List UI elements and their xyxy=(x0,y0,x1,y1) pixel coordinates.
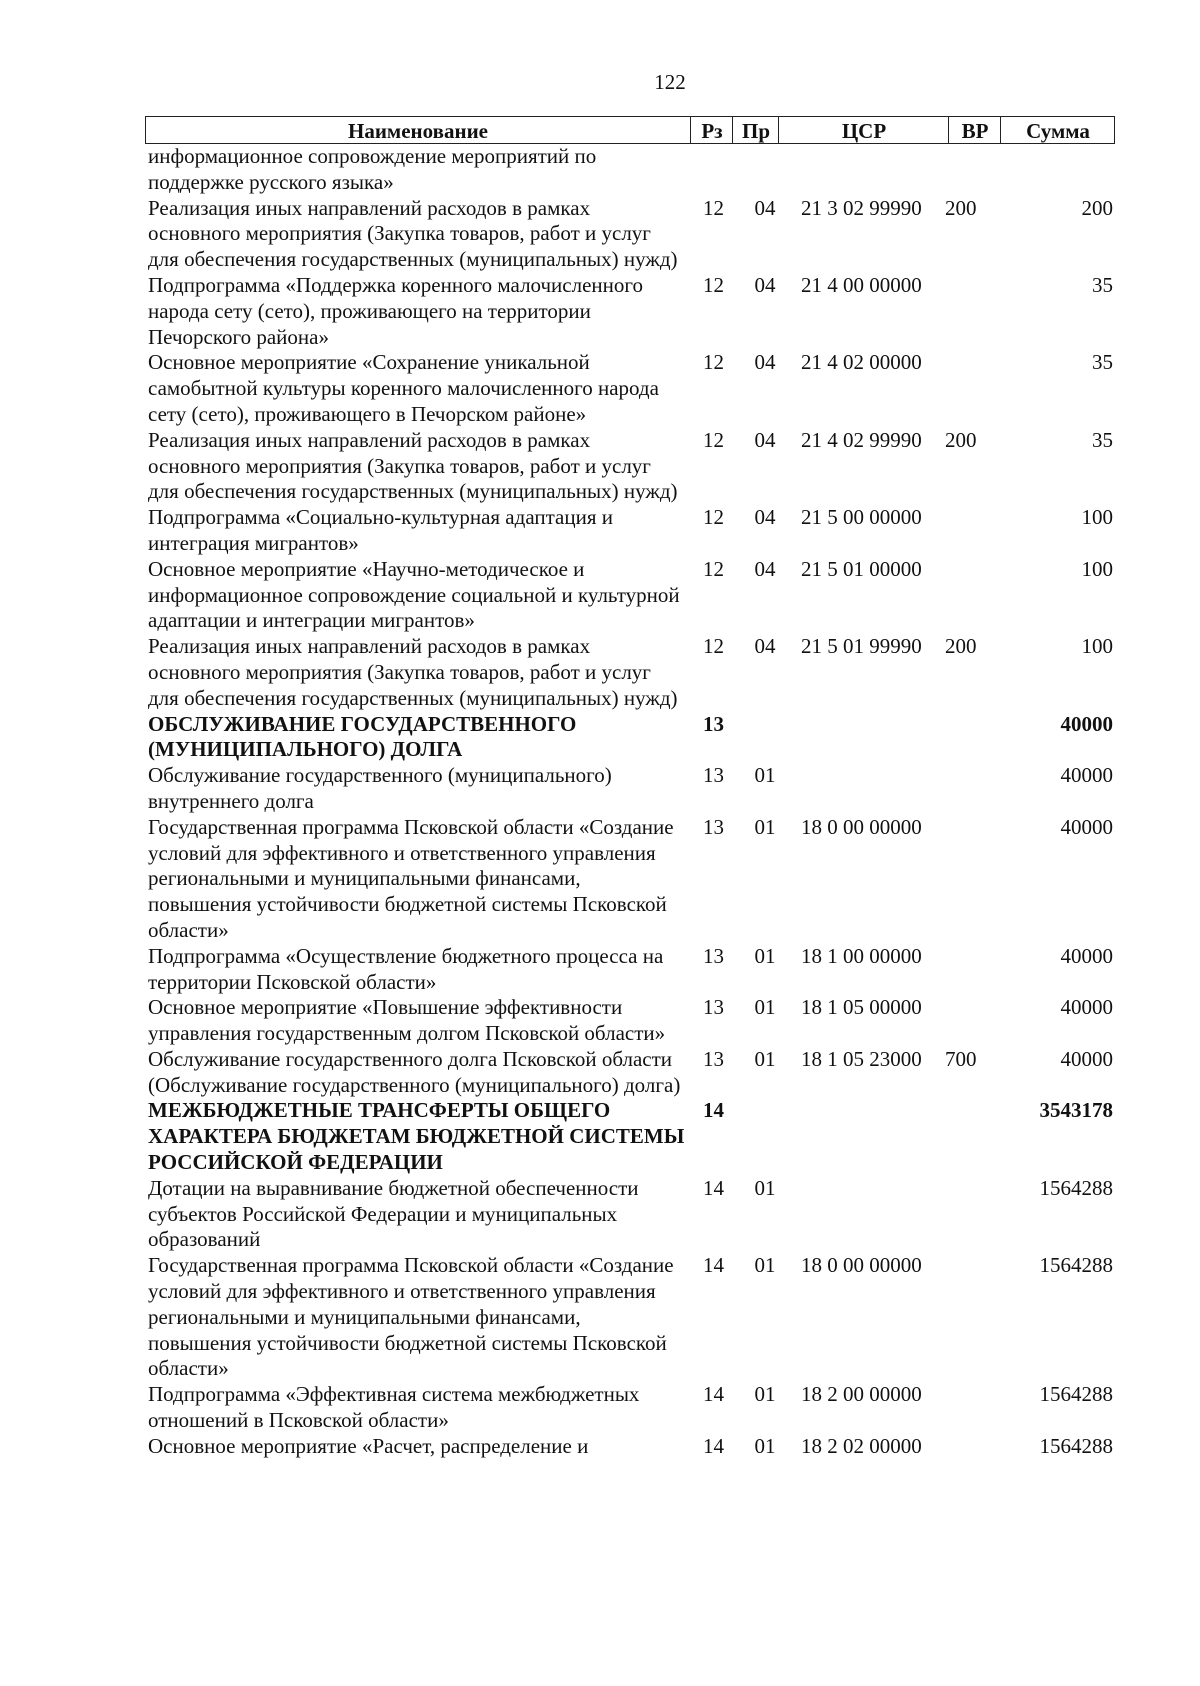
table-row xyxy=(145,196,1115,273)
cell-sum: 1564288 xyxy=(1039,1253,1113,1278)
cell-pr: 04 xyxy=(754,350,776,375)
table-row xyxy=(145,1176,1115,1253)
cell-csr: 21 5 01 99990 xyxy=(801,634,922,659)
cell-csr: 21 3 02 99990 xyxy=(801,195,922,220)
table-row xyxy=(145,505,1115,557)
cell-name: МЕЖБЮДЖЕТНЫЕ ТРАНСФЕРТЫ ОБЩЕГО ХАРАКТЕРА БЮДЖЕТАМ БЮДЖЕТНОЙ СИСТЕМЫ РОССИЙСКОЙ ФЕДЕРАЦИИ xyxy=(148,1098,685,1175)
cell-pr: 01 xyxy=(754,995,776,1020)
cell-sum: 40000 xyxy=(1060,711,1113,736)
table-row xyxy=(145,1047,1115,1099)
cell-pr: 01 xyxy=(754,1046,776,1071)
cell-csr: 18 0 00 00000 xyxy=(801,1253,922,1278)
cell-csr: 18 2 02 00000 xyxy=(801,1433,922,1458)
cell-csr: 18 0 00 00000 xyxy=(801,814,922,839)
cell-rz: 13 xyxy=(703,1046,724,1071)
cell-pr: 01 xyxy=(754,1175,776,1200)
cell-sum: 40000 xyxy=(1060,814,1113,839)
cell-pr: 01 xyxy=(754,1253,776,1278)
cell-rz: 14 xyxy=(703,1382,724,1407)
table-row xyxy=(145,995,1115,1047)
cell-csr: 21 5 01 00000 xyxy=(801,556,922,581)
table-row xyxy=(145,944,1115,996)
table-row xyxy=(145,144,1115,196)
cell-rz: 12 xyxy=(703,272,724,297)
cell-name: Основное мероприятие «Научно-методическое и информационное сопровождение социальной и культурной адаптации и интеграции мигрантов» xyxy=(148,556,680,633)
cell-rz: 13 xyxy=(703,763,724,788)
cell-pr: 01 xyxy=(754,1433,776,1458)
cell-csr: 18 1 05 00000 xyxy=(801,995,922,1020)
table-row xyxy=(145,763,1115,815)
cell-name: Реализация иных направлений расходов в рамках основного мероприятия (Закупка товаров, работ и услуг для обеспечения государственных (муниципальных) нужд) xyxy=(148,195,678,272)
cell-rz: 13 xyxy=(703,814,724,839)
table-row-section xyxy=(145,712,1115,764)
cell-name: ОБСЛУЖИВАНИЕ ГОСУДАРСТВЕННОГО (МУНИЦИПАЛЬНОГО) ДОЛГА xyxy=(148,711,577,762)
cell-pr: 01 xyxy=(754,1382,776,1407)
cell-csr: 21 4 02 99990 xyxy=(801,427,922,452)
cell-csr: 21 5 00 00000 xyxy=(801,505,922,530)
cell-sum: 40000 xyxy=(1060,995,1113,1020)
cell-name: Государственная программа Псковской области «Создание условий для эффективного и ответственного управления региональными и муниципальными финансами, повышения устойчивости бюджетной системы Псковской области» xyxy=(148,814,674,942)
cell-rz: 12 xyxy=(703,350,724,375)
cell-csr: 18 1 00 00000 xyxy=(801,943,922,968)
table-row xyxy=(145,634,1115,711)
cell-sum: 100 xyxy=(1081,556,1113,581)
cell-vr: 200 xyxy=(945,195,977,220)
cell-name: Основное мероприятие «Сохранение уникальной самобытной культуры коренного малочисленного народа сету (сето), проживающего в Печорском районе» xyxy=(148,350,659,426)
table-row xyxy=(145,557,1115,634)
cell-pr: 04 xyxy=(754,556,776,581)
cell-vr: 200 xyxy=(945,427,977,452)
cell-rz: 12 xyxy=(703,634,724,659)
cell-rz: 13 xyxy=(703,995,724,1020)
table-row xyxy=(145,1253,1115,1382)
cell-rz: 14 xyxy=(703,1098,724,1123)
cell-sum: 100 xyxy=(1081,505,1113,530)
cell-name: Реализация иных направлений расходов в рамках основного мероприятия (Закупка товаров, работ и услуг для обеспечения государственных (муниципальных) нужд) xyxy=(148,427,678,504)
cell-rz: 12 xyxy=(703,556,724,581)
cell-pr: 04 xyxy=(754,272,776,297)
cell-rz: 13 xyxy=(703,943,724,968)
header-name: Наименование xyxy=(348,119,488,143)
cell-rz: 14 xyxy=(703,1175,724,1200)
cell-sum: 40000 xyxy=(1060,943,1113,968)
cell-name: Подпрограмма «Эффективная система межбюджетных отношений в Псковской области» xyxy=(148,1382,640,1433)
table-row xyxy=(145,350,1115,427)
budget-table xyxy=(145,116,1115,1460)
table-row-section xyxy=(145,1098,1115,1175)
cell-csr: 21 4 02 00000 xyxy=(801,350,922,375)
table-row xyxy=(145,1382,1115,1434)
cell-sum: 40000 xyxy=(1060,763,1113,788)
cell-rz: 12 xyxy=(703,195,724,220)
cell-pr: 04 xyxy=(754,505,776,530)
table-header xyxy=(145,116,1115,144)
cell-sum: 35 xyxy=(1092,427,1113,452)
cell-pr: 04 xyxy=(754,634,776,659)
cell-pr: 01 xyxy=(754,814,776,839)
table-row xyxy=(145,1434,1115,1460)
table-row xyxy=(145,815,1115,944)
cell-vr: 200 xyxy=(945,634,977,659)
table-row xyxy=(145,273,1115,350)
cell-sum: 35 xyxy=(1092,272,1113,297)
cell-name: Дотации на выравнивание бюджетной обеспеченности субъектов Российской Федерации и муниципальных образований xyxy=(148,1175,639,1252)
page-number: 122 xyxy=(654,70,686,94)
cell-rz: 14 xyxy=(703,1433,724,1458)
table-row xyxy=(145,428,1115,505)
cell-name: информационное сопровождение мероприятий по поддержке русского языка» xyxy=(148,144,597,194)
cell-sum: 100 xyxy=(1081,634,1113,659)
cell-rz: 14 xyxy=(703,1253,724,1278)
cell-rz: 13 xyxy=(703,711,724,736)
cell-csr: 21 4 00 00000 xyxy=(801,272,922,297)
header-pr: Пр xyxy=(732,117,779,143)
cell-name: Основное мероприятие «Повышение эффективности управления государственным долгом Псковской области» xyxy=(148,995,666,1046)
cell-pr: 04 xyxy=(754,195,776,220)
cell-csr: 18 2 00 00000 xyxy=(801,1382,922,1407)
header-csr: ЦСР xyxy=(778,117,949,143)
cell-name: Подпрограмма «Социально-культурная адаптация и интеграция мигрантов» xyxy=(148,505,613,555)
cell-name: Обслуживание государственного долга Псковской области (Обслуживание государственного (муниципального) долга) xyxy=(148,1046,681,1097)
cell-sum: 35 xyxy=(1092,350,1113,375)
cell-sum: 1564288 xyxy=(1039,1433,1113,1458)
cell-name: Государственная программа Псковской области «Создание условий для эффективного и ответственного управления региональными и муниципальными финансами, повышения устойчивости бюджетной системы Псковской области» xyxy=(148,1253,674,1381)
cell-sum: 1564288 xyxy=(1039,1175,1113,1200)
header-rz: Рз xyxy=(690,117,733,143)
cell-pr: 01 xyxy=(754,763,776,788)
cell-pr: 04 xyxy=(754,427,776,452)
header-vr: ВР xyxy=(948,117,1001,143)
cell-name: Подпрограмма «Осуществление бюджетного процесса на территории Псковской области» xyxy=(148,943,664,994)
cell-sum: 200 xyxy=(1081,195,1113,220)
cell-name: Обслуживание государственного (муниципального) внутреннего долга xyxy=(148,763,612,813)
cell-pr: 01 xyxy=(754,943,776,968)
cell-sum: 40000 xyxy=(1060,1046,1113,1071)
cell-name: Подпрограмма «Поддержка коренного малочисленного народа сету (сето), проживающего на территории Печорского района» xyxy=(148,272,643,349)
cell-sum: 3543178 xyxy=(1039,1098,1113,1123)
cell-name: Реализация иных направлений расходов в рамках основного мероприятия (Закупка товаров, работ и услуг для обеспечения государственных (муниципальных) нужд) xyxy=(148,634,678,710)
cell-name: Основное мероприятие «Расчет, распределение и xyxy=(148,1433,589,1458)
cell-csr: 18 1 05 23000 xyxy=(801,1046,922,1071)
header-sum: Сумма xyxy=(1000,117,1115,143)
cell-sum: 1564288 xyxy=(1039,1382,1113,1407)
cell-rz: 12 xyxy=(703,427,724,452)
cell-rz: 12 xyxy=(703,505,724,530)
cell-vr: 700 xyxy=(945,1046,977,1071)
